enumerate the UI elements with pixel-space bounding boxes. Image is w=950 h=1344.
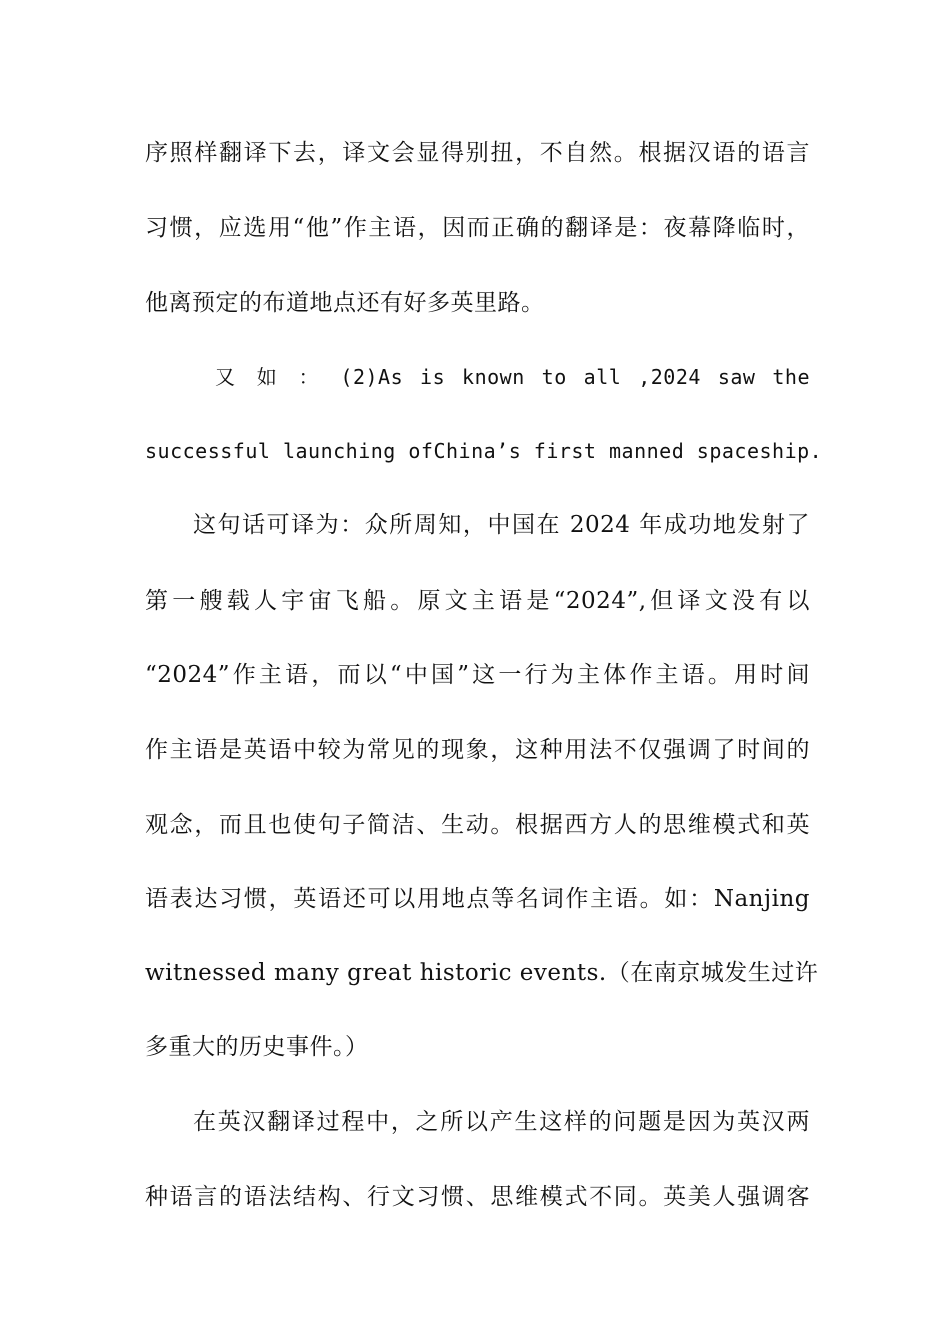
- text-line: 习惯，应选用“他”作主语，因而正确的翻译是：夜幕降临时，: [145, 215, 810, 241]
- text-line: 观念，而且也使句子简洁、生动。根据西方人的思维模式和英: [145, 812, 810, 838]
- text-line: successful launching ofChina’s first manned spaceship.: [145, 439, 823, 463]
- text-line: 种语言的语法结构、行文习惯、思维模式不同。英美人强调客: [145, 1184, 810, 1210]
- text-line: 又 如 ： (2)As is known to all ,2024 saw the: [215, 365, 810, 389]
- text-line: 多重大的历史事件。）: [145, 1034, 369, 1060]
- text-line: 第一艘载人宇宙飞船。原文主语是“2024”,但译文没有以: [145, 588, 810, 614]
- text-line: 在英汉翻译过程中，之所以产生这样的问题是因为英汉两: [193, 1109, 810, 1135]
- text-line: 语表达习惯，英语还可以用地点等名词作主语。如：Nanjing: [145, 886, 810, 912]
- text-line: 作主语是英语中较为常见的现象，这种用法不仅强调了时间的: [145, 737, 810, 763]
- text-line: “2024”作主语，而以“中国”这一行为主体作主语。用时间: [145, 662, 810, 688]
- text-line: 他离预定的布道地点还有好多英里路。: [145, 290, 545, 316]
- text-line: 这句话可译为：众所周知，中国在 2024 年成功地发射了: [193, 512, 810, 538]
- text-line: witnessed many great historic events.（在南京城发生过许: [145, 960, 819, 986]
- text-line: 序照样翻译下去，译文会显得别扭，不自然。根据汉语的语言: [145, 140, 810, 166]
